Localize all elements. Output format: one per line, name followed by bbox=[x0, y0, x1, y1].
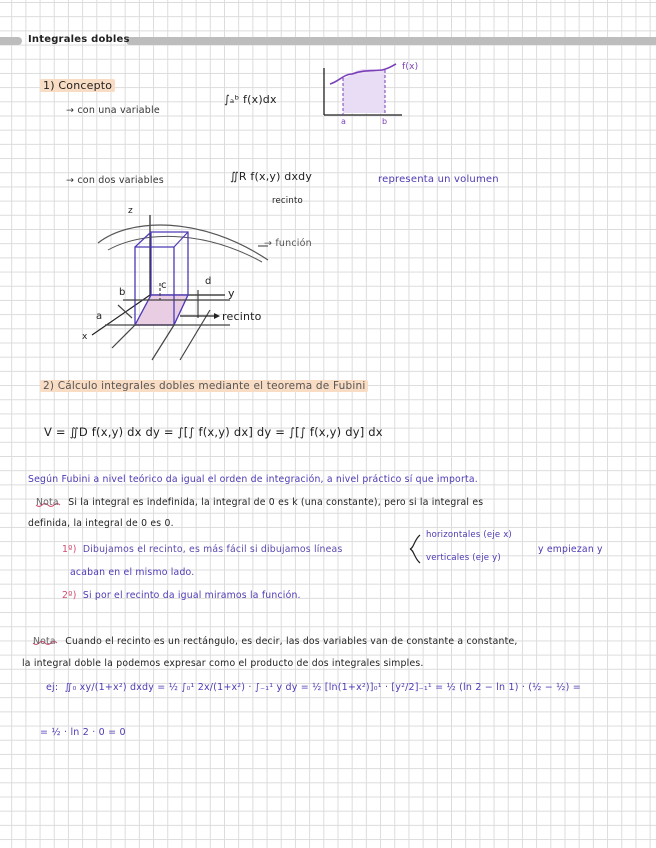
fig-d-label: d bbox=[205, 276, 212, 287]
step1-cont: acaban en el mismo lado. bbox=[70, 567, 195, 578]
nota1-text-b: definida, la integral de 0 es 0. bbox=[28, 518, 174, 529]
page-title: Integrales dobles bbox=[28, 34, 130, 45]
fubini-formula: V = ∬D f(x,y) dx dy = ∫[∫ f(x,y) dx] dy = ∫[∫ f(x,y) dy] dx bbox=[44, 425, 383, 439]
nota2 bbox=[33, 636, 518, 647]
nota2-label: Nota bbox=[33, 636, 56, 647]
fig-a-label: a bbox=[96, 311, 103, 322]
nota2-text-a: Cuando el recinto es un rectángulo, es decir, las dos variables van de constante a constante, bbox=[65, 636, 518, 647]
nota1-label: Nota bbox=[36, 497, 59, 508]
fig-x-label: x bbox=[82, 332, 88, 342]
recinto-subscript: recinto bbox=[272, 196, 303, 206]
nota1 bbox=[36, 497, 483, 508]
section2-heading-text: 2) Cálculo integrales dobles mediante el teorema de Fubini bbox=[40, 380, 368, 392]
fig-y-label: y bbox=[228, 287, 235, 300]
brace-top: horizontales (eje x) bbox=[426, 530, 512, 540]
fig-z-label: z bbox=[128, 206, 133, 216]
one-variable-line: → con una variable bbox=[66, 105, 160, 116]
fubini-line: Según Fubini a nivel teórico da igual el orden de integración, a nivel práctico sí que importa. bbox=[28, 474, 478, 485]
brace bbox=[410, 535, 420, 563]
section1-heading-text: 1) Concepto bbox=[40, 79, 115, 92]
example bbox=[46, 682, 581, 693]
step2-num: 2º) bbox=[62, 590, 77, 601]
example-formula: ∬₀ xy/(1+x²) dxdy = ½ ∫₀¹ 2x/(1+x²) · ∫₋₁¹ y dy = ½ [ln(1+x²)]₀¹ · [y²/2]₋₁¹ = ½ (ln 2 − ln 1) · (½ − ½) = bbox=[64, 682, 581, 693]
volume-note: representa un volumen bbox=[378, 174, 499, 185]
section2-heading bbox=[40, 380, 368, 392]
nota2-text-b: la integral doble la podemos expresar como el producto de dos integrales simples. bbox=[22, 658, 424, 669]
brace-bottom: verticales (eje y) bbox=[426, 553, 501, 563]
fig-recinto-label: recinto bbox=[222, 310, 262, 323]
graph-b-label: b bbox=[382, 117, 388, 126]
example-label: ej: bbox=[46, 682, 59, 693]
step1-num: 1º) bbox=[62, 544, 77, 555]
step2-text: Si por el recinto da igual miramos la función. bbox=[82, 590, 301, 601]
example-result: = ½ · ln 2 · 0 = 0 bbox=[40, 727, 126, 738]
nota1-text-a: Si la integral es indefinida, la integral de 0 es k (una constante), pero si la integral es bbox=[68, 497, 484, 508]
step2 bbox=[62, 590, 301, 601]
step1-text: Dibujamos el recinto, es más fácil si dibujamos líneas bbox=[82, 544, 343, 555]
graph-fx-label: f(x) bbox=[402, 62, 419, 72]
graph-a-label: a bbox=[341, 117, 347, 126]
step1-after: y empiezan y bbox=[538, 544, 603, 555]
step1 bbox=[62, 544, 343, 555]
two-variables-line: → con dos variables bbox=[66, 175, 164, 186]
two-variables-integral: ∬R f(x,y) dxdy bbox=[230, 170, 313, 183]
fig-b-label: b bbox=[119, 287, 126, 298]
fx-graph bbox=[324, 64, 402, 115]
fig-funcion-label: → función bbox=[264, 238, 312, 249]
fig-c-label: c bbox=[161, 280, 167, 291]
one-variable-integral: ∫ₐᵇ f(x)dx bbox=[224, 93, 277, 106]
